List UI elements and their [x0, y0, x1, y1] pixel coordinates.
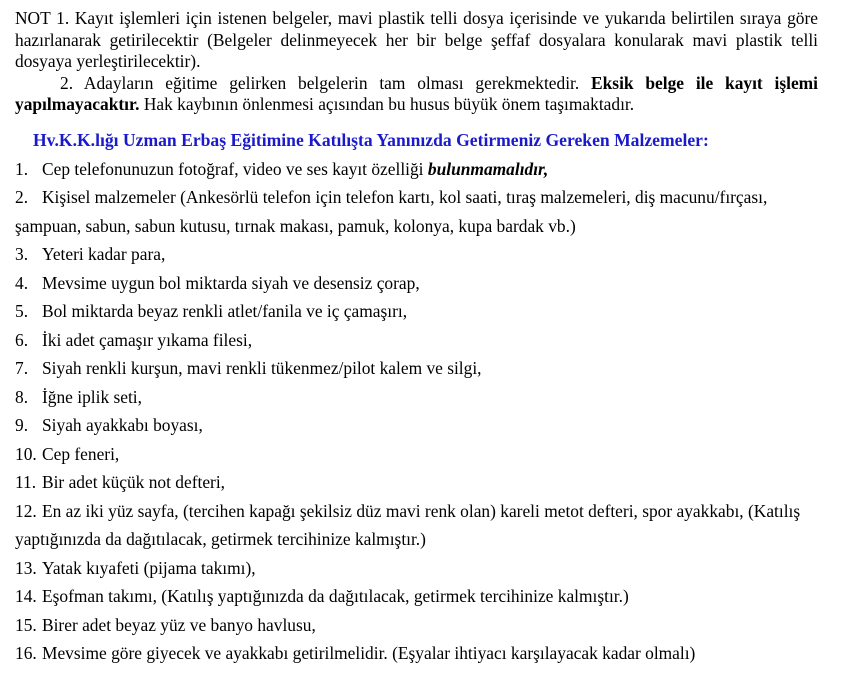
- list-item: [15, 497, 818, 554]
- list-item-number: 5.: [15, 301, 29, 321]
- list-item: [15, 582, 818, 611]
- list-item-text: Birer adet beyaz yüz ve banyo havlusu,: [42, 614, 316, 635]
- list-item: [15, 269, 818, 298]
- list-item-text: Mevsime uygun bol miktarda siyah ve desensiz çorap,: [42, 272, 420, 293]
- list-item-number: 11.: [15, 472, 37, 492]
- note-2-bold-warning: Eksik belge ile kayıt işlemi yapılmayacaktır.: [15, 72, 818, 114]
- list-item-number: 1.: [15, 158, 29, 179]
- list-item-number: 2.: [15, 187, 29, 207]
- list-item-number: 13.: [15, 557, 37, 578]
- list-item: [15, 440, 818, 469]
- list-item-text: Cep feneri,: [42, 443, 120, 464]
- list-item-number: 9.: [15, 415, 29, 435]
- list-item-number: 15.: [15, 614, 37, 635]
- list-item: [15, 611, 818, 640]
- note-2-prefix: 2. Adayların eğitime gelirken belgelerin tam olması gerekmektedir.: [60, 72, 580, 93]
- note-2-paragraph: [15, 73, 818, 116]
- list-item-number: 10.: [15, 443, 37, 464]
- list-item-number: 6.: [15, 329, 29, 350]
- list-item-number: 12.: [15, 500, 37, 521]
- list-item-text: Kişisel malzemeler (Ankesörlü telefon için telefon kartı, kol saati, tıraş malzemeleri, diş macunu/fırçası, şampuan, sabun, sabun kutusu, tırnak makası, pamuk, kolonya, kupa bardak vb.): [15, 187, 768, 236]
- list-item-number: 14.: [15, 586, 37, 606]
- note-1-paragraph: NOT 1. Kayıt işlemleri için istenen belgeler, mavi plastik telli dosya içerisinde ve yukarıda belirtilen sıraya göre hazırlanarak getirilecektir (Belgeler delinmeyecek her bir belge şeffaf dosyalara konularak mavi plastik telli dosyaya yerleştirilecektir).: [15, 8, 818, 71]
- list-item-text: Bol miktarda beyaz renkli atlet/fanila ve iç çamaşırı,: [42, 301, 408, 321]
- list-item: [15, 240, 818, 269]
- list-item-number: 8.: [15, 386, 29, 407]
- materials-list: [15, 155, 818, 668]
- list-item-number: 4.: [15, 272, 29, 293]
- list-item: [15, 639, 818, 668]
- list-item: [15, 468, 818, 497]
- list-item-text: İğne iplik seti,: [42, 386, 142, 407]
- list-item-text: Eşofman takımı, (Katılış yaptığınızda da dağıtılacak, getirmek tercihinize kalmıştır.): [42, 586, 629, 606]
- materials-heading: Hv.K.K.lığı Uzman Erbaş Eğitimine Katılışta Yanınızda Getirmeniz Gereken Malzemeler:: [33, 129, 709, 150]
- note-2-suffix: Hak kaybının önlenmesi açısından bu husus büyük önem taşımaktadır.: [143, 94, 635, 114]
- list-item-text: İki adet çamaşır yıkama filesi,: [42, 329, 253, 350]
- list-item: [15, 183, 818, 240]
- list-item: [15, 554, 818, 583]
- list-item-number: 16.: [15, 643, 37, 663]
- list-item-text: Bir adet küçük not defteri,: [42, 472, 226, 492]
- list-item: [15, 297, 818, 326]
- list-item: [15, 326, 818, 355]
- list-item-number: 7.: [15, 358, 29, 378]
- list-item-text: Mevsime göre giyecek ve ayakkabı getirilmelidir. (Eşyalar ihtiyacı karşılayacak kadar olmalı): [42, 643, 696, 663]
- list-item: [15, 411, 818, 440]
- list-item-text: Siyah ayakkabı boyası,: [42, 415, 203, 435]
- list-item: [15, 354, 818, 383]
- list-item: [15, 383, 818, 412]
- list-item-text: Siyah renkli kurşun, mavi renkli tükenmez/pilot kalem ve silgi,: [42, 358, 482, 378]
- list-item-number: 3.: [15, 244, 29, 264]
- list-item-text: Cep telefonunuzun fotoğraf, video ve ses kayıt özelliği: [42, 158, 424, 179]
- list-item-text: Yatak kıyafeti (pijama takımı),: [42, 557, 256, 578]
- list-item-text: Yeteri kadar para,: [42, 244, 166, 264]
- list-item-emphasis: bulunmamalıdır,: [427, 158, 549, 179]
- list-item-text: En az iki yüz sayfa, (tercihen kapağı şekilsiz düz mavi renk olan) kareli metot defteri, spor ayakkabı, (Katılış yaptığınızda da dağıtılacak, getirmek tercihinize kalmıştır.): [15, 500, 801, 549]
- list-item: [15, 155, 818, 184]
